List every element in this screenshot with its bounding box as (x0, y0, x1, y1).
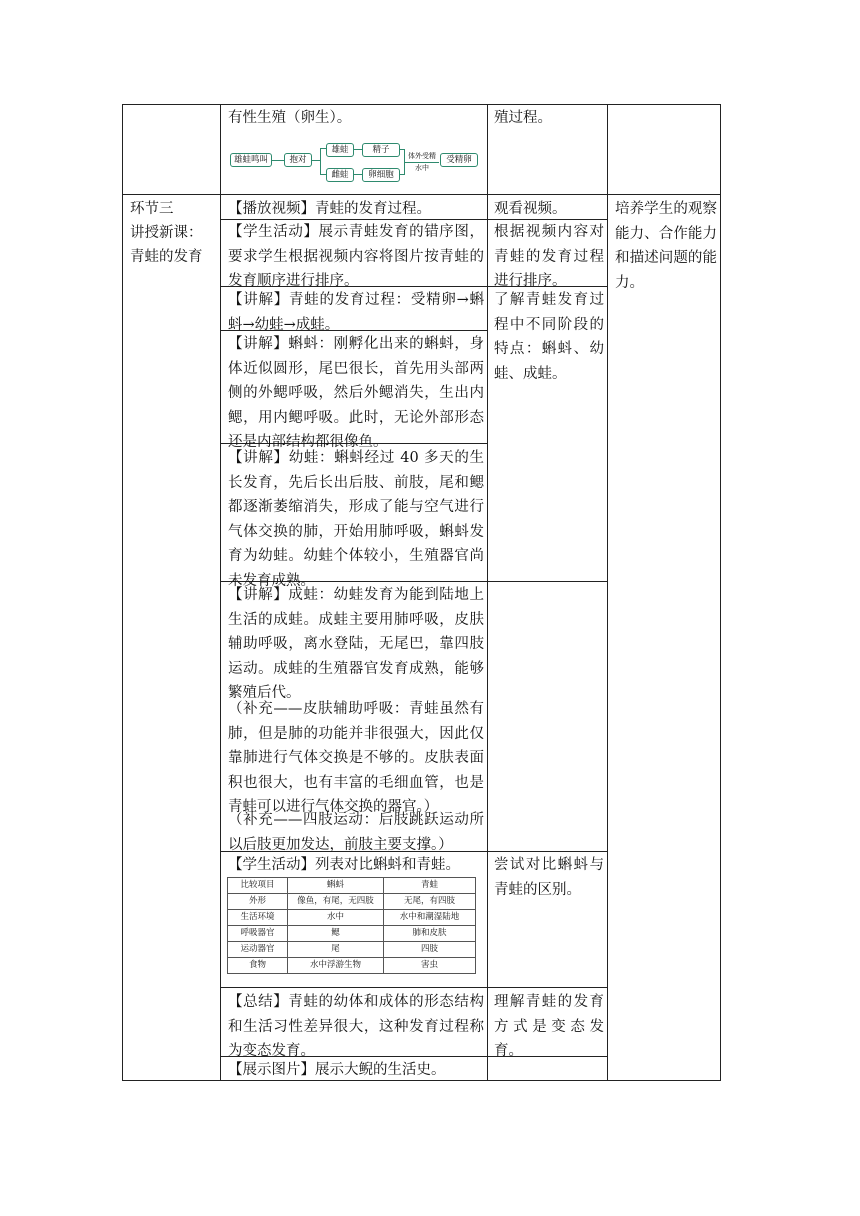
student-activity: 观看视频。 (494, 201, 567, 217)
flow-node: 抱对 (284, 153, 312, 167)
flow-label: 体外受精 (408, 152, 436, 160)
table-cell: 外形 (228, 894, 288, 910)
table-row (228, 878, 476, 894)
table-header-cell: 青蛙 (384, 878, 476, 894)
flow-connector (354, 174, 362, 175)
flow-node: 雄蛙鸣叫 (230, 153, 272, 167)
flow-connector (354, 149, 362, 150)
row0-student-text: 殖过程。 (494, 110, 552, 126)
student-activity: 尝试对比蝌蚪与青蛙的区别。 (494, 857, 604, 898)
section-topic: 青蛙的发育 (130, 249, 203, 265)
table-row-divider (122, 194, 721, 195)
table-header-cell: 比较项目 (228, 878, 288, 894)
table-border-right (720, 104, 721, 1081)
table-cell: 害虫 (384, 958, 476, 974)
flow-label: 水中 (415, 164, 429, 172)
table-cell: 水中和潮湿陆地 (384, 910, 476, 926)
row0-teacher-text: 有性生殖（卵生）。 (228, 110, 352, 126)
student-activity: 根据视频内容对青蛙的发育过程进行排序。 (494, 224, 604, 290)
table-cell: 肺和皮肤 (384, 926, 476, 942)
table-cell: 运动器官 (228, 942, 288, 958)
table-cell: 水中 (288, 910, 384, 926)
table-cell: 无尾，有四肢 (384, 894, 476, 910)
student-activity: 了解青蛙发育过程中不同阶段的特点：蝌蚪、幼蛙、成蛙。 (494, 292, 604, 382)
table-cell: 四肢 (384, 942, 476, 958)
table-cell: 生活环境 (228, 910, 288, 926)
table-cell: 鳃 (288, 926, 384, 942)
teacher-supplement: （补充——皮肤辅助呼吸：青蛙虽然有肺，但是肺的功能并非很强大，因此仅靠肺进行气体交换是不够的。皮肤表面积也很大，也有丰富的毛细血管，也是青蛙可以进行气体交换的器官。） (228, 701, 484, 816)
teacher-activity: 【讲解】青蛙的发育过程：受精卵→蝌蚪→幼蛙→成蛙。 (228, 292, 484, 333)
student-activity: 理解青蛙的发育方式是变态发育。 (494, 994, 604, 1060)
table-row (228, 894, 476, 910)
table-border-col3 (607, 104, 608, 1081)
table-header-cell: 蝌蚪 (288, 878, 384, 894)
teacher-activity: 【总结】青蛙的幼体和成体的形态结构和生活习性差异很大，这种发育过程称为变态发育。 (228, 994, 484, 1060)
section-title: 环节三 (130, 201, 174, 217)
tadpole-frog-comparison-table (227, 877, 476, 974)
section-subtitle: 讲授新课： (130, 225, 203, 241)
flow-node: 雄蛙 (326, 143, 354, 157)
flow-connector (272, 160, 284, 161)
teacher-activity: 【展示图片】展示大鲵的生活史。 (228, 1062, 446, 1078)
teacher-activity: 【讲解】蝌蚪：刚孵化出来的蝌蚪，身体近似圆形，尾巴很长，首先用头部两侧的外鳃呼吸，然后外鳃消失，生出内鳃，用内鳃呼吸。此时，无论外部形态还是内部结构都很像鱼。 (228, 336, 484, 451)
teacher-activity: 【学生活动】列表对比蝌蚪和青蛙。 (228, 857, 460, 873)
table-row (228, 926, 476, 942)
teacher-activity: 【讲解】幼蛙：蝌蚪经过 40 多天的生长发育，先后长出后肢、前肢，尾和鳃都逐渐萎缩消失，形成了能与空气进行气体交换的肺，开始用肺呼吸，蝌蚪发育为幼蛙。幼蛙个体较小，生殖器官尚未发育成熟。 (228, 450, 484, 589)
teacher-activity: 【学生活动】展示青蛙发育的错序图，要求学生根据视频内容将图片按青蛙的发育顺序进行排序。 (228, 224, 484, 290)
table-border-col1 (220, 104, 221, 1081)
teacher-activity: 【播放视频】青蛙的发育过程。 (228, 201, 431, 217)
table-row (228, 910, 476, 926)
flow-node: 受精卵 (440, 153, 478, 167)
table-row (228, 942, 476, 958)
table-cell: 像鱼，有尾，无四肢 (288, 894, 384, 910)
flow-node: 卵细胞 (362, 168, 400, 182)
flow-connector (312, 160, 320, 161)
table-row (228, 958, 476, 974)
table-border-col2 (487, 104, 488, 1081)
teacher-activity: 【讲解】成蛙：幼蛙发育为能到陆地上生活的成蛙。成蛙主要用肺呼吸，皮肤辅助呼吸，离水登陆，无尾巴，靠四肢运动。成蛙的生殖器官发育成熟，能够繁殖后代。 (228, 587, 484, 702)
flow-node: 精子 (362, 143, 400, 157)
teacher-supplement: （补充——四肢运动：后肢跳跃运动所以后肢更加发达，前肢主要支撑。） (228, 812, 484, 853)
table-cell: 呼吸器官 (228, 926, 288, 942)
table-cell: 食物 (228, 958, 288, 974)
flow-node: 雌蛙 (326, 168, 354, 182)
table-cell: 水中浮游生物 (288, 958, 384, 974)
reproduction-flow-diagram (226, 140, 486, 188)
table-border-top (122, 104, 721, 105)
table-border-left (122, 104, 123, 1081)
table-cell: 尾 (288, 942, 384, 958)
row-divider (220, 987, 608, 988)
flow-connector (405, 162, 439, 163)
teaching-goal: 培养学生的观察能力、合作能力和描述问题的能力。 (615, 201, 717, 291)
flow-bracket (320, 148, 321, 174)
